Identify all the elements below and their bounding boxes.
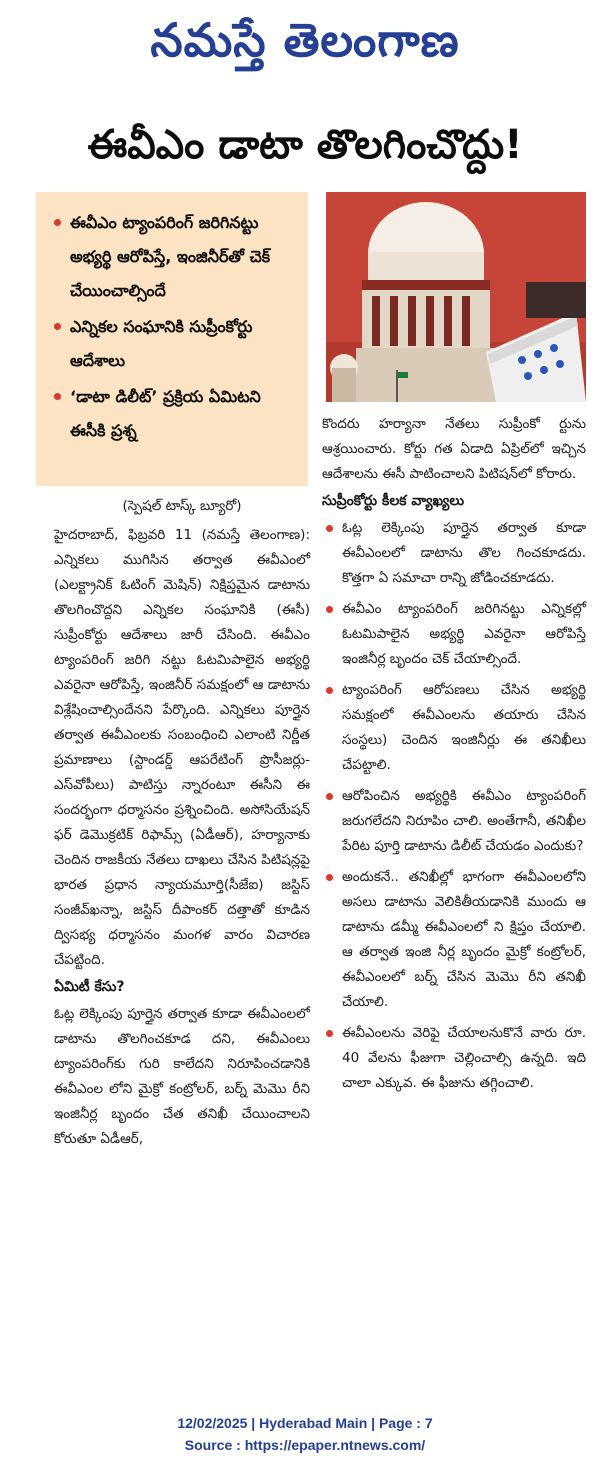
article-left-column bbox=[54, 494, 310, 1154]
highlight-item: ‘డాటా డిలీట్’ ప్రక్రియ ఏమిటని ఈసీకి ప్రశ్న bbox=[54, 380, 300, 448]
headline: ఈవీఎం డాటా తొలగించొద్దు! bbox=[87, 122, 523, 168]
remark-item: ట్యాంపరింగ్ ఆరోపణలు చేసిన అభ్యర్థి సమక్షంలో ఈవీఎంలను తయారు చేసిన సంస్థలు) చెందిన ఇంజినీర్లు ఈ తనిఖీలు చేపట్టాలి. bbox=[322, 678, 586, 778]
remark-item: ఆరోపించిన అభ్యర్థికి ఈవీఎం ట్యాంపరింగ్ జరుగలేదని నిరూపిం చాలి. అంతేగానీ, తనిఖీల పేరిట పూర్తి డాటాను డిలీట్ చేయడం ఎందుకు? bbox=[322, 784, 586, 859]
bureau-credit: (స్పెషల్ టాస్క్ బ్యూరో) bbox=[122, 498, 242, 514]
supreme-court-evm-photo bbox=[326, 192, 586, 402]
article-continuation: కొందరు హర్యానా నేతలు సుప్రీంకో ర్టును ఆశ్రయించారు. కోర్టు గత ఏడాది ఏప్రిల్‌లో ఇచ్చిన ఆదేశాలను ఈసీ పాటించాలని పిటిషన్‌లో కోరారు. bbox=[322, 416, 586, 482]
article-lead: హైదరాబాద్, ఫిబ్రవరి 11 (నమస్తే తెలంగాణ): ఎన్నికలు ముగిసిన తర్వాత ఈవీఎంలో (ఎలక్ట్రానిక్ ఓటింగ్ మెషిన్) నిక్షిప్తమైన డాటాను తొలగించొద్దని ఎన్నికల సంఘానికి (ఈసీ) సుప్రీంకోర్టు ఆదేశాలు జారీ చేసింది. ఈవీఎం ట్యాంపరింగ్ జరిగి నట్టు ఓటమిపాలైన అభ్యర్థి ఎవరైనా ఆరోపిస్తే, ఇంజినీర్ సమక్షంలో ఆ డాటాను విశ్లేషించాల్సిందేనని పేర్కొంది. ఎన్నికలు పూర్తైన తర్వాత ఈవీఎంలకు సంబంధించి ఎలాంటి నిర్ణీత ప్రమాణాలు (స్టాండర్డ్ ఆపరేటింగ్ ప్రొసీజర్లు-ఎస్‌వోపీలు) పాటిస్తు న్నారంటూ ఈసీని ఈ సందర్భంగా ధర్మాసనం ప్రశ్నించింది. అసోసియేషన్ ఫర్ డెమొక్రటిక్ రిఫామ్స్ (ఏడీఆర్), హర్యానాకు చెందిన రాజకీయ నేతలు దాఖలు చేసిన పిటిషన్లపై భారత ప్రధాన న్యాయమూర్తి(సీజేఐ) జస్టిస్ సంజీవ్‌ఖన్నా, జస్టిస్ దీపాంకర్ దత్తాతో కూడిన ద్విసభ్య ధర్మాసనం మంగళ వారం విచారణ చేపట్టింది. bbox=[54, 527, 310, 968]
remark-item: ఈవీఎంలను వెరిఫై చేయాలనుకొనే వారు రూ. 40 వేలను ఫీజుగా చెల్లించాల్సి ఉన్నది. ఇది చాలా ఎక్కువ. ఈ ఫీజును తగ్గించాలి. bbox=[322, 1021, 586, 1096]
masthead-logo: నమస్తే తెలంగాణ bbox=[150, 13, 460, 67]
footer-source: Source : https://epaper.ntnews.com/ bbox=[184, 1437, 426, 1453]
case-heading: ఏమిటీ కేసు? bbox=[54, 979, 125, 995]
remark-item: ఓట్ల లెక్కింపు పూర్తైన తర్వాత కూడా ఈవీఎంలలో డాటాను తొల గించకూడదు. కొత్తగా ఏ సమాచా రాన్ని జోడించకూడదు. bbox=[322, 516, 586, 591]
photo-illustration bbox=[326, 192, 586, 402]
remark-item: ఈవీఎం ట్యాంపరింగ్ జరిగినట్టు ఎన్నికల్లో ఓటమిపాలైన అభ్యర్థి ఎవరైనా ఆరోపిస్తే ఇంజినీర్ల బృందం చెక్ చేయాల్సిందే. bbox=[322, 597, 586, 672]
case-text: ఓట్ల లెక్కింపు పూర్తైన తర్వాత కూడా ఈవీఎంలలో డాటాను తొలగించకూడ దని, ఈవీఎంలు ట్యాంపరింగ్‌కు గురి కాలేదని నిరూపించడానికి ఈవీఎంల లోని మైక్రో కంట్రోలర్, బర్న్ మెమొ రీని ఇంజినీర్ల బృందం చేత తనిఖీ చేయించాలని కోరుతూ ఏడీఆర్, bbox=[54, 1006, 310, 1147]
page-footer bbox=[0, 1412, 610, 1456]
remarks-heading: సుప్రీంకోర్టు కీలక వ్యాఖ్యలు bbox=[322, 493, 465, 509]
footer-date-edition: 12/02/2025 | Hyderabad Main | Page : 7 bbox=[177, 1415, 433, 1431]
remark-item: అందుకనే.. తనిఖీల్లో భాగంగా ఈవీఎంలలోని అసలు డాటాను వెలికితీయడానికి ముందు ఆ డాటాను డమ్మీ ఈవీఎంలలో ని క్షిప్తం చేయాలి. ఆ తర్వాత ఇంజి నీర్ల బృందం మైక్రో కంట్రోలర్, ఈవీఎంలలో బర్న్ చేసిన మెమొ రీని తనిఖీ చేయాలి. bbox=[322, 865, 586, 1015]
article-right-column bbox=[322, 412, 586, 1102]
highlight-item: ఈవీఎం ట్యాంపరింగ్ జరిగినట్టు అభ్యర్థి ఆరోపిస్తే, ఇంజినీర్‌తో చెక్ చేయించాల్సిందే bbox=[54, 206, 300, 308]
highlight-item: ఎన్నికల సంఘానికి సుప్రీంకోర్టు ఆదేశాలు bbox=[54, 310, 300, 378]
highlights-box bbox=[36, 192, 308, 486]
